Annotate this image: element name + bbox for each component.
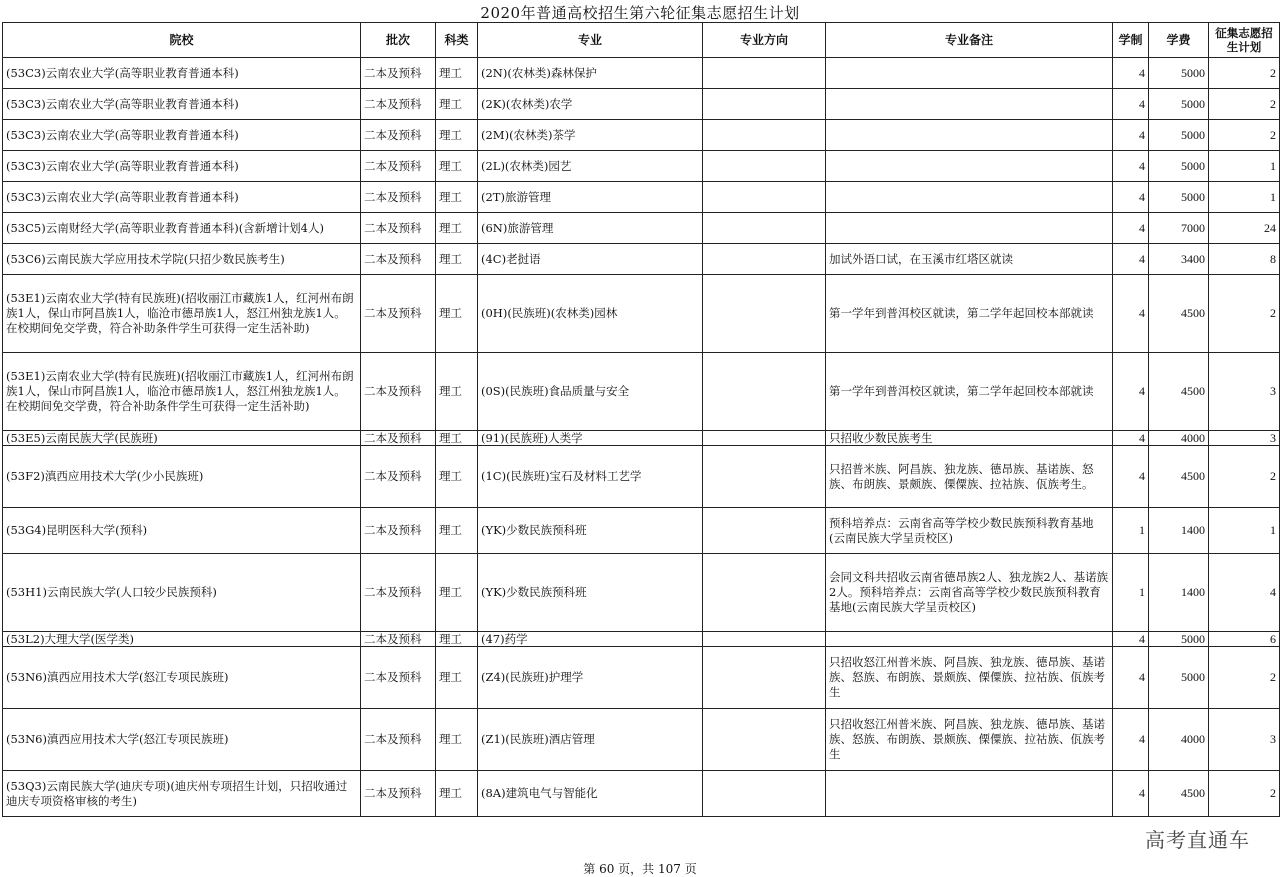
table-row [3,554,1280,632]
cell-major: (47)药学 [478,632,703,647]
table-row [3,709,1280,771]
cell-direction [703,647,826,709]
cell-direction [703,89,826,120]
cell-batch: 二本及预科 [361,771,436,817]
header-fee: 学费 [1149,23,1209,58]
cell-major: (2M)(农林类)茶学 [478,120,703,151]
cell-duration: 4 [1113,353,1149,431]
cell-category: 理工 [436,182,478,213]
cell-school: (53C3)云南农业大学(高等职业教育普通本科) [3,89,361,120]
cell-direction [703,709,826,771]
cell-batch: 二本及预科 [361,89,436,120]
watermark-text: 高考直通车 [1145,828,1250,852]
cell-major: (1C)(民族班)宝石及材料工艺学 [478,446,703,508]
cell-fee: 5000 [1149,58,1209,89]
table-row [3,89,1280,120]
cell-fee: 5000 [1149,151,1209,182]
table-row [3,508,1280,554]
cell-plan: 24 [1209,213,1280,244]
cell-school: (53C6)云南民族大学应用技术学院(只招少数民族考生) [3,244,361,275]
cell-plan: 2 [1209,771,1280,817]
cell-remark: 只招收少数民族考生 [826,431,1113,446]
cell-fee: 5000 [1149,120,1209,151]
cell-school: (53E1)云南农业大学(特有民族班)(招收丽江市藏族1人，红河州布朗族1人，保山市阿昌族1人，临沧市德昂族1人，怒江州独龙族1人。在校期间免交学费，符合补助条件学生可获得一定生活补助) [3,275,361,353]
cell-direction [703,554,826,632]
cell-fee: 5000 [1149,89,1209,120]
cell-remark: 预科培养点：云南省高等学校少数民族预科教育基地(云南民族大学呈贡校区) [826,508,1113,554]
cell-category: 理工 [436,151,478,182]
cell-major: (2T)旅游管理 [478,182,703,213]
cell-direction [703,151,826,182]
cell-duration: 4 [1113,709,1149,771]
cell-category: 理工 [436,709,478,771]
cell-duration: 4 [1113,431,1149,446]
cell-duration: 4 [1113,632,1149,647]
cell-school: (53C5)云南财经大学(高等职业教育普通本科)(含新增计划4人) [3,213,361,244]
cell-major: (91)(民族班)人类学 [478,431,703,446]
cell-plan: 2 [1209,647,1280,709]
cell-major: (8A)建筑电气与智能化 [478,771,703,817]
cell-remark: 会同文科共招收云南省德昂族2人、独龙族2人、基诺族2人。预科培养点：云南省高等学校少数民族预科教育基地(云南民族大学呈贡校区) [826,554,1113,632]
cell-remark: 只招收怒江州普米族、阿昌族、独龙族、德昂族、基诺族、怒族、布朗族、景颇族、傈僳族、拉祜族、佤族考生 [826,709,1113,771]
cell-school: (53L2)大理大学(医学类) [3,632,361,647]
cell-remark [826,58,1113,89]
cell-category: 理工 [436,213,478,244]
cell-major: (YK)少数民族预科班 [478,554,703,632]
cell-category: 理工 [436,431,478,446]
table-row [3,353,1280,431]
cell-major: (YK)少数民族预科班 [478,508,703,554]
cell-plan: 8 [1209,244,1280,275]
cell-school: (53E1)云南农业大学(特有民族班)(招收丽江市藏族1人，红河州布朗族1人，保山市阿昌族1人，临沧市德昂族1人，怒江州独龙族1人。在校期间免交学费，符合补助条件学生可获得一定生活补助) [3,353,361,431]
cell-plan: 2 [1209,275,1280,353]
cell-major: (0H)(民族班)(农林类)园林 [478,275,703,353]
cell-major: (0S)(民族班)食品质量与安全 [478,353,703,431]
table-row [3,647,1280,709]
table-header-row [3,23,1280,58]
cell-duration: 4 [1113,244,1149,275]
table-row [3,446,1280,508]
cell-category: 理工 [436,508,478,554]
header-direction: 专业方向 [703,23,826,58]
cell-batch: 二本及预科 [361,446,436,508]
cell-direction [703,275,826,353]
table-row [3,58,1280,89]
cell-batch: 二本及预科 [361,709,436,771]
cell-remark [826,182,1113,213]
cell-remark: 加试外语口试，在玉溪市红塔区就读 [826,244,1113,275]
cell-remark: 只招收怒江州普米族、阿昌族、独龙族、德昂族、基诺族、怒族、布朗族、景颇族、傈僳族、拉祜族、佤族考生 [826,647,1113,709]
cell-category: 理工 [436,632,478,647]
cell-fee: 7000 [1149,213,1209,244]
cell-fee: 4000 [1149,709,1209,771]
cell-plan: 1 [1209,508,1280,554]
cell-fee: 4000 [1149,431,1209,446]
cell-batch: 二本及预科 [361,58,436,89]
table-row [3,771,1280,817]
cell-duration: 1 [1113,508,1149,554]
cell-major: (2L)(农林类)园艺 [478,151,703,182]
header-batch: 批次 [361,23,436,58]
cell-plan: 3 [1209,709,1280,771]
cell-direction [703,213,826,244]
cell-batch: 二本及预科 [361,275,436,353]
cell-direction [703,58,826,89]
cell-major: (2K)(农林类)农学 [478,89,703,120]
cell-remark [826,632,1113,647]
cell-remark [826,151,1113,182]
cell-batch: 二本及预科 [361,353,436,431]
admission-plan-table [2,22,1280,817]
page-footer: 第 60 页，共 107 页 [583,862,697,876]
cell-category: 理工 [436,647,478,709]
cell-duration: 4 [1113,446,1149,508]
cell-category: 理工 [436,244,478,275]
cell-batch: 二本及预科 [361,508,436,554]
cell-school: (53N6)滇西应用技术大学(怒江专项民族班) [3,647,361,709]
cell-direction [703,508,826,554]
cell-direction [703,353,826,431]
cell-plan: 2 [1209,89,1280,120]
cell-major: (Z4)(民族班)护理学 [478,647,703,709]
cell-fee: 5000 [1149,182,1209,213]
table-row [3,120,1280,151]
table-row [3,213,1280,244]
cell-batch: 二本及预科 [361,182,436,213]
cell-duration: 4 [1113,151,1149,182]
cell-batch: 二本及预科 [361,213,436,244]
cell-duration: 4 [1113,182,1149,213]
table-row [3,182,1280,213]
cell-major: (6N)旅游管理 [478,213,703,244]
cell-remark: 第一学年到普洱校区就读，第二学年起回校本部就读 [826,275,1113,353]
cell-batch: 二本及预科 [361,151,436,182]
cell-duration: 4 [1113,89,1149,120]
cell-remark: 第一学年到普洱校区就读，第二学年起回校本部就读 [826,353,1113,431]
cell-duration: 4 [1113,647,1149,709]
cell-fee: 4500 [1149,771,1209,817]
header-plan: 征集志愿招生计划 [1209,23,1280,58]
cell-plan: 3 [1209,431,1280,446]
cell-plan: 1 [1209,151,1280,182]
cell-plan: 6 [1209,632,1280,647]
cell-direction [703,632,826,647]
cell-category: 理工 [436,446,478,508]
cell-direction [703,771,826,817]
cell-duration: 4 [1113,58,1149,89]
cell-category: 理工 [436,120,478,151]
cell-remark [826,213,1113,244]
cell-school: (53Q3)云南民族大学(迪庆专项)(迪庆州专项招生计划，只招收通过迪庆专项资格审核的考生) [3,771,361,817]
cell-category: 理工 [436,89,478,120]
cell-school: (53N6)滇西应用技术大学(怒江专项民族班) [3,709,361,771]
table-row [3,151,1280,182]
cell-plan: 2 [1209,446,1280,508]
table-row [3,275,1280,353]
cell-fee: 5000 [1149,647,1209,709]
page-title: 2020年普通高校招生第六轮征集志愿招生计划 [480,4,800,22]
cell-direction [703,446,826,508]
table-row [3,244,1280,275]
cell-direction [703,431,826,446]
cell-school: (53G4)昆明医科大学(预科) [3,508,361,554]
cell-plan: 3 [1209,353,1280,431]
header-remark: 专业备注 [826,23,1113,58]
cell-duration: 4 [1113,120,1149,151]
table-row [3,632,1280,647]
cell-fee: 5000 [1149,632,1209,647]
header-school: 院校 [3,23,361,58]
cell-category: 理工 [436,275,478,353]
cell-remark: 只招普米族、阿昌族、独龙族、德昂族、基诺族、怒族、布朗族、景颇族、傈僳族、拉祜族、佤族考生。 [826,446,1113,508]
cell-plan: 2 [1209,58,1280,89]
cell-fee: 4500 [1149,353,1209,431]
cell-school: (53F2)滇西应用技术大学(少小民族班) [3,446,361,508]
cell-fee: 4500 [1149,446,1209,508]
cell-fee: 4500 [1149,275,1209,353]
cell-fee: 1400 [1149,554,1209,632]
cell-batch: 二本及预科 [361,120,436,151]
cell-school: (53E5)云南民族大学(民族班) [3,431,361,446]
cell-category: 理工 [436,353,478,431]
cell-duration: 1 [1113,554,1149,632]
cell-category: 理工 [436,771,478,817]
cell-plan: 1 [1209,182,1280,213]
cell-batch: 二本及预科 [361,647,436,709]
cell-plan: 2 [1209,120,1280,151]
cell-school: (53H1)云南民族大学(人口较少民族预科) [3,554,361,632]
cell-fee: 3400 [1149,244,1209,275]
cell-remark [826,120,1113,151]
cell-plan: 4 [1209,554,1280,632]
cell-duration: 4 [1113,275,1149,353]
header-major: 专业 [478,23,703,58]
cell-batch: 二本及预科 [361,554,436,632]
header-category: 科类 [436,23,478,58]
cell-school: (53C3)云南农业大学(高等职业教育普通本科) [3,151,361,182]
table-row [3,431,1280,446]
cell-major: (2N)(农林类)森林保护 [478,58,703,89]
cell-category: 理工 [436,58,478,89]
cell-school: (53C3)云南农业大学(高等职业教育普通本科) [3,120,361,151]
cell-school: (53C3)云南农业大学(高等职业教育普通本科) [3,182,361,213]
cell-duration: 4 [1113,771,1149,817]
cell-batch: 二本及预科 [361,431,436,446]
cell-school: (53C3)云南农业大学(高等职业教育普通本科) [3,58,361,89]
cell-major: (Z1)(民族班)酒店管理 [478,709,703,771]
header-duration: 学制 [1113,23,1149,58]
cell-direction [703,244,826,275]
cell-direction [703,182,826,213]
cell-duration: 4 [1113,213,1149,244]
cell-direction [703,120,826,151]
cell-fee: 1400 [1149,508,1209,554]
cell-remark [826,89,1113,120]
cell-batch: 二本及预科 [361,632,436,647]
cell-major: (4C)老挝语 [478,244,703,275]
cell-batch: 二本及预科 [361,244,436,275]
cell-remark [826,771,1113,817]
cell-category: 理工 [436,554,478,632]
